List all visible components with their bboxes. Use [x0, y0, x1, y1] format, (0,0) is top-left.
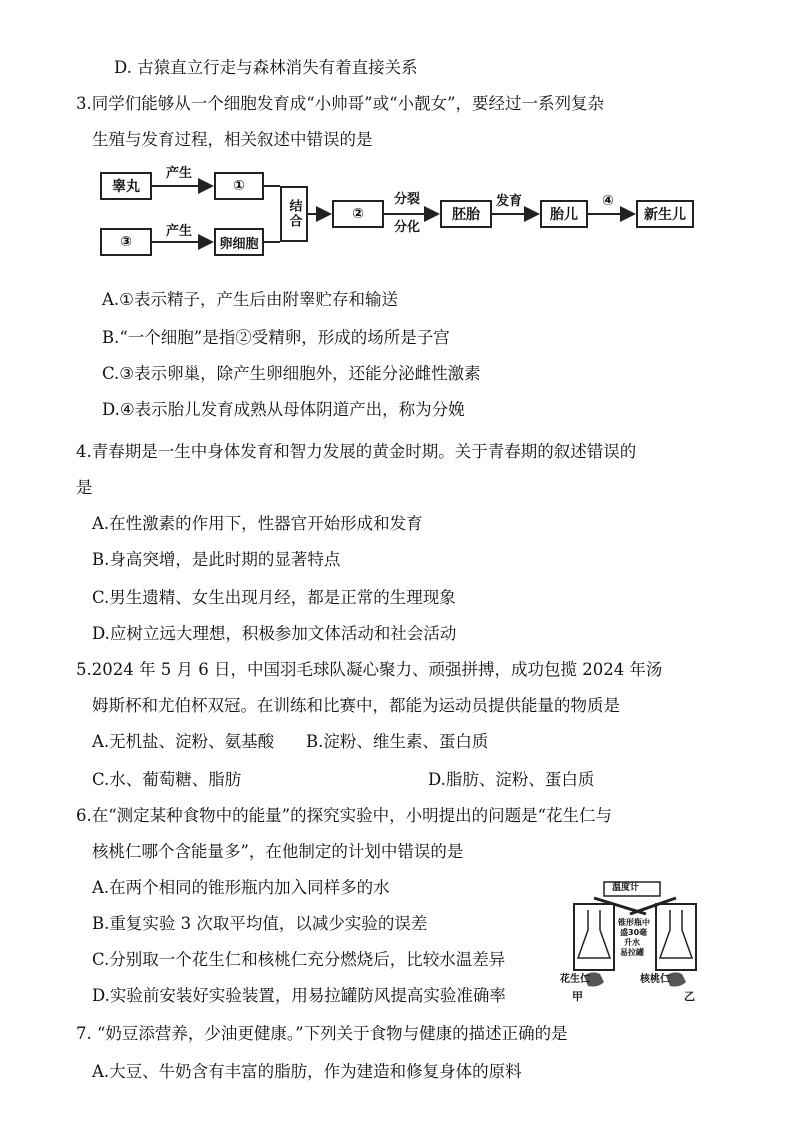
fetus-box: 胎儿 — [540, 200, 588, 228]
q4-stem-line1: 4.青春期是一生中身体发育和智力发展的黄金时期。关于青春期的叙述错误的 — [76, 442, 637, 461]
thermometer-label: 温度计 — [612, 883, 640, 893]
jia-label: 甲 — [572, 990, 583, 1003]
produce-top-label: 产生 — [166, 166, 193, 181]
q6-option-a: A.在两个相同的锥形瓶内加入同样多的水 — [92, 878, 390, 897]
egg-cell-box: 卵细胞 — [214, 228, 264, 256]
q4-option-d: D.应树立远大理想，积极参加文体活动和社会活动 — [92, 624, 457, 643]
node-1-box: ① — [214, 172, 264, 200]
left-flask — [578, 910, 610, 958]
divide-label: 分裂 — [394, 192, 421, 207]
flask-note-1: 锥形瓶中 — [618, 918, 650, 927]
combine-label: 结合 — [286, 199, 302, 229]
q3-option-c: C.③表示卵巢，除产生卵细胞外，还能分泌雌性激素 — [102, 364, 481, 383]
flask-note-2: 盛30毫 — [620, 928, 648, 937]
q4-option-c: C.男生遗精、女生出现月经，都是正常的生理现象 — [92, 588, 456, 607]
q5-stem-line2: 姆斯杯和尤伯杯双冠。在训练和比赛中，都能为运动员提供能量的物质是 — [92, 696, 620, 715]
peanut-label: 花生仁 — [560, 974, 590, 985]
q4-stem-line2: 是 — [76, 478, 93, 497]
can-note: 易拉罐 — [620, 948, 644, 957]
q7-stem: 7. “奶豆添营养，少油更健康。”下列关于食物与健康的描述正确的是 — [76, 1024, 568, 1043]
q6-option-b: B.重复实验 3 次取平均值，以减少实验的误差 — [92, 914, 428, 933]
q6-option-d: D.实验前安装好实验装置，用易拉罐防风提高实验准确率 — [92, 986, 506, 1005]
q6-stem-line2: 核桃仁哪个含能量多”，在他制定的计划中错误的是 — [92, 842, 464, 861]
produce-bottom-label: 产生 — [166, 224, 193, 239]
q3-option-b: B.“一个细胞”是指②受精卵，形成的场所是子宫 — [102, 328, 450, 347]
q5-option-d: D.脂肪、淀粉、蛋白质 — [428, 770, 595, 789]
flask-note-3: 升水 — [624, 938, 640, 947]
yi-label: 乙 — [684, 990, 695, 1003]
q5-option-c: C.水、葡萄糖、脂肪 — [92, 770, 242, 789]
q2-option-d: D. 古猿直立行走与森林消失有着直接关系 — [114, 58, 418, 77]
q5-option-a: A.无机盐、淀粉、氨基酸 — [92, 732, 275, 751]
node-3-box: ③ — [100, 228, 152, 256]
develop-label: 发育 — [496, 194, 523, 209]
reproduction-flow-diagram — [94, 162, 694, 266]
combine-box — [280, 186, 308, 242]
walnut-label: 核桃仁 — [640, 974, 670, 985]
right-flask — [660, 910, 692, 958]
q5-stem-line1: 5.2024 年 5 月 6 日，中国羽毛球队凝心聚力、顽强拼搏，成功包揽 2024 年汤 — [76, 660, 663, 679]
newborn-box: 新生儿 — [636, 200, 694, 228]
q7-option-a: A.大豆、牛奶含有丰富的脂肪，作为建造和修复身体的原料 — [92, 1062, 522, 1081]
node-4-label: ④ — [602, 193, 614, 209]
right-thermometer — [630, 898, 676, 914]
left-can — [574, 904, 614, 970]
embryo-box: 胚胎 — [440, 200, 492, 228]
q6-stem-line1: 6.在“测定某种食物中的能量”的探究实验中，小明提出的问题是“花生仁与 — [76, 806, 613, 825]
testis-box: 睾丸 — [100, 172, 152, 200]
q6-option-c: C.分别取一个花生仁和核桃仁充分燃烧后，比较水温差异 — [92, 950, 506, 969]
q3-option-d: D.④表示胎儿发育成熟从母体阴道产出，称为分娩 — [102, 400, 465, 419]
right-can — [656, 904, 696, 970]
differentiate-label: 分化 — [394, 220, 421, 235]
q4-option-b: B.身高突增，是此时期的显著特点 — [92, 550, 341, 569]
calorimetry-apparatus-figure — [560, 880, 710, 1008]
q3-stem-line1: 3.同学们能够从一个细胞发育成“小帅哥”或“小靓女”，要经过一系列复杂 — [76, 94, 604, 113]
q3-stem-line2: 生殖与发育过程，相关叙述中错误的是 — [92, 130, 373, 149]
node-2-box: ② — [332, 200, 384, 228]
q3-option-a: A.①表示精子，产生后由附睾贮存和输送 — [102, 290, 398, 309]
q5-option-b: B.淀粉、维生素、蛋白质 — [306, 732, 489, 751]
q4-option-a: A.在性激素的作用下，性器官开始形成和发育 — [92, 514, 423, 533]
